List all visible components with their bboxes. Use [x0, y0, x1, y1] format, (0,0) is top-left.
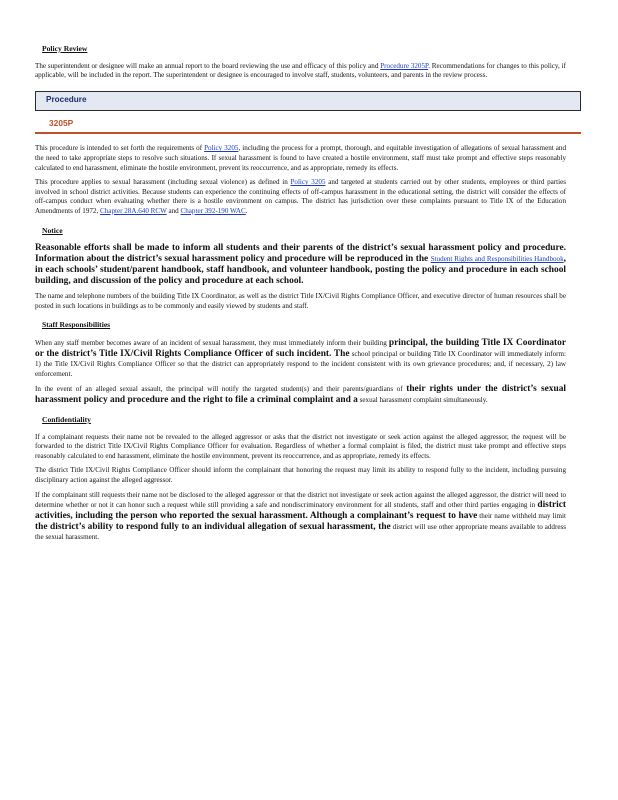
- text-run: school principal or building Title IX Coordinator will immediately inform: 1) the Title IX/Civil Rights Compliance Officer so that the district can appropriately respond to the incident consistent with its own grievance procedures; and, if necessary, 2) law enforcement.: [35, 349, 567, 378]
- text-run: , in each schools’ student/parent handbook, staff handbook, and volunteer handbook, posting the policy and procedure in each school building, and discussion of the policy and procedure at each school.: [35, 254, 566, 287]
- staff-paragraph-2: [35, 384, 566, 406]
- text-run: Reasonable efforts shall be made to inform all students and their parents of the district’s sexual harassment policy and procedure. Information about the district’s sexual harassment policy and procedure will be reproduced in the: [35, 243, 566, 265]
- procedure-banner-label: Procedure: [46, 94, 87, 104]
- text-run: sexual harassment complaint simultaneously.: [357, 396, 488, 405]
- policy-3205-link[interactable]: Policy 3205: [204, 144, 239, 153]
- text-run: district will use other appropriate means available to address the sexual harassment.: [35, 523, 567, 542]
- text-run: their rights under the district’s sexual harassment policy and procedure and the right to file a criminal complaint and a: [35, 384, 567, 406]
- policy-review-paragraph: [35, 62, 566, 81]
- procedure-number: 3205P: [49, 117, 74, 128]
- confidentiality-paragraph-2: The district Title IX/Civil Rights Compliance Officer should inform the complainant that honoring the request may limit its ability to respond fully to the incident, including pursuing disciplinary action against the alleged aggressor.: [35, 466, 566, 485]
- text-run: .: [245, 206, 248, 215]
- text-run: This procedure applies to sexual harassment (including sexual violence) as defined in: [35, 178, 291, 187]
- notice-heading: Notice: [42, 225, 63, 235]
- staff-paragraph-1: [35, 338, 566, 379]
- rcw-link[interactable]: Chapter 28A.640 RCW: [100, 206, 167, 215]
- text-run: principal, the building Title IX Coordinator or the district’s Title IX/Civil Rights Compliance Officer of such incident. The: [35, 337, 566, 359]
- text-run: The superintendent or designee will make an annual report to the board reviewing the use and efficacy of this policy and: [35, 61, 381, 70]
- notice-paragraph-2: The name and telephone numbers of the building Title IX Coordinator, as well as the district Title IX/Civil Rights Compliance Officer, and executive director of human resources shall be posted in such locations in buildings as to be commonly and easily viewed by students and staff.: [35, 292, 566, 310]
- confidentiality-paragraph-1: If a complainant requests their name not be revealed to the alleged aggressor or asks that the district not investigate or seek action against the alleged aggressor, the request will be forwarded to the district Title IX/Civil Rights Compliance Officer for evaluation. Regardless of whether a formal complaint is filed, the district must take prompt and effective steps reasonably calculated to end harassment, eliminate the hostile environment, prevent its reoccurrence, and as appropriate, remedy its effects.: [35, 432, 566, 460]
- text-run: district activities, including the person who reported the sexual harassment. Although a complainant’s request to have: [35, 500, 566, 522]
- section-divider: [35, 132, 581, 134]
- handbook-link[interactable]: Student Rights and Responsibilities Handbook: [430, 255, 564, 264]
- policy-3205-link[interactable]: Policy 3205: [290, 178, 326, 187]
- text-run: the district’s ability to respond fully to an individual allegation of sexual harassment, the: [35, 522, 391, 533]
- wac-link[interactable]: Chapter 392-190 WAC: [180, 206, 246, 215]
- confidentiality-paragraph-3: [35, 491, 566, 543]
- policy-review-heading: Policy Review: [42, 44, 88, 53]
- procedure-3205p-link[interactable]: Procedure 3205P: [380, 61, 429, 70]
- text-run: . Recommendations for changes to this policy, if applicable, will be included in the report. The superintendent or designee is encouraged to involve staff, students, volunteers, and parents in the review process.: [35, 61, 566, 80]
- text-run: This procedure is intended to set forth the requirements of: [35, 144, 205, 153]
- intro-paragraph-1: [35, 144, 566, 173]
- text-run: and: [166, 206, 181, 215]
- text-run: When any staff member becomes aware of an incident of sexual harassment, they must immediately inform their building: [35, 338, 389, 347]
- text-run: and targeted at students carried out by other students, employees or third parties involved in school district activities. Because students can experience the continuing effects of off-campus harassment in the educational setting, the district will consider the effects of off-campus conduct when evaluating whether there is a hostile environment on campus. The district has jurisdiction over these complaints pursuant to Title IX of the Education Amendments of 1972,: [35, 178, 567, 215]
- staff-responsibilities-heading: Staff Responsibilities: [42, 320, 111, 330]
- text-run: If the complainant still requests their name not be disclosed to the alleged aggressor or that the district not investigate or seek action against the alleged aggressor, the district will need to determine whether or not it can honor such a request while still providing a safe and nondiscriminatory environment for all students, staff and other third parties engaging in: [35, 490, 566, 510]
- text-run: , including the process for a prompt, thorough, and equitable investigation of allegations of sexual harassment and the need to take appropriate steps to resolve such situations. If sexual harassment is found to have created a hostile environment, staff must take prompt and effective steps reasonably calculated to end harassment, eliminate the hostile environment, prevent its reoccurrence, and as appropriate, remedy its effects.: [35, 144, 567, 172]
- procedure-banner: [35, 91, 581, 111]
- intro-paragraph-2: [35, 178, 566, 216]
- text-run: In the event of an alleged sexual assault, the principal will notify the targeted student(s) and their parents/guardians of: [35, 385, 407, 394]
- confidentiality-heading: Confidentiality: [42, 415, 91, 425]
- text-run: their name withheld may limit: [477, 512, 566, 521]
- notice-paragraph-1: [35, 243, 566, 287]
- document-page: [35, 44, 566, 548]
